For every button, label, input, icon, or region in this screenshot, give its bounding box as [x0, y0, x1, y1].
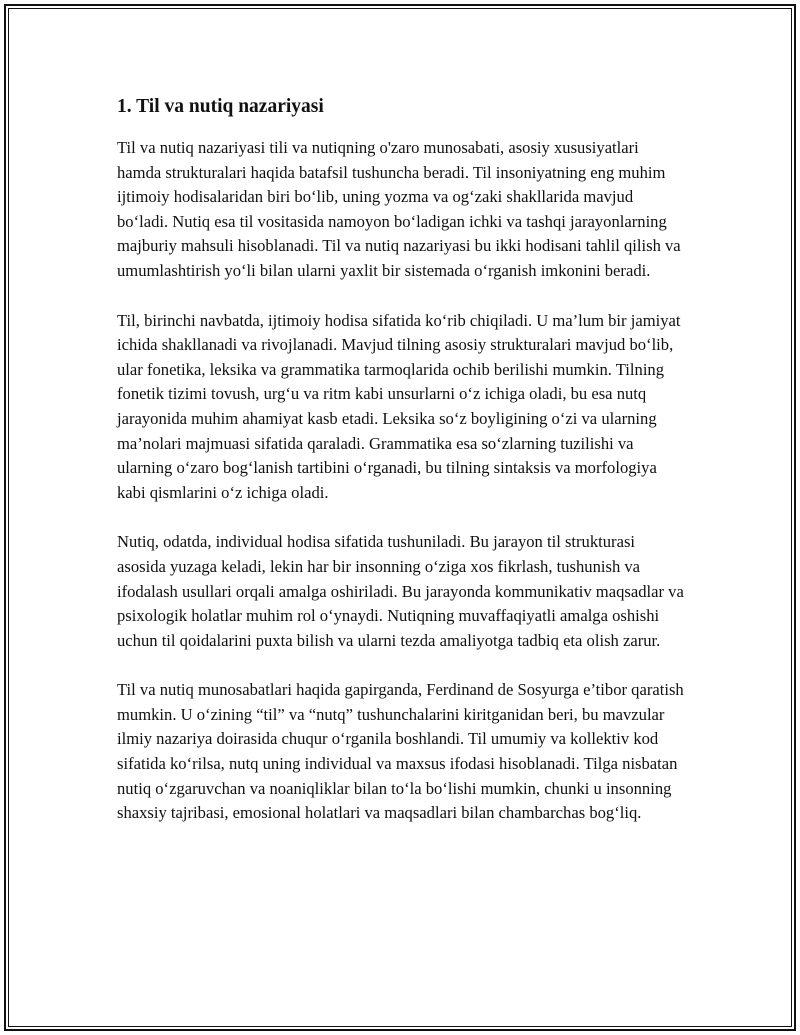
paragraph-1: Til va nutiq nazariyasi tili va nutiqning o'zaro munosabati, asosiy xususiyatlari hamda strukturalari haqida batafsil tushuncha beradi. Til insoniyatning eng muhim ijtimoiy hodisalaridan biri bo‘lib, uning yozma va og‘zaki shakllarida mavjud bo‘ladi. Nutiq esa til vositasida namoyon bo‘ladigan ichki va tashqi jarayonlarning majburiy mahsuli hisoblanadi. Til va nutiq nazariyasi bu ikki hodisani tahlil qilish va umumlashtirish yo‘li bilan ularni yaxlit bir sistemada o‘rganish imkonini beradi. [117, 138, 681, 280]
paragraph-4: Til va nutiq munosabatlari haqida gapirganda, Ferdinand de Sosyurga e’tibor qaratish mumkin. U o‘zining “til” va “nutq” tushunchalarini kiritganidan beri, bu mavzular ilmiy nazariya doirasida chuqur o‘rganila boshlandi. Til umumiy va kollektiv kod sifatida ko‘rilsa, nutq uning individual va maxsus ifodasi hisoblanadi. Tilga nisbatan nutiq o‘zgaruvchan va noaniqliklar bilan to‘la bo‘lishi mumkin, chunki u insonning shaxsiy tajribasi, emosional holatlari va maqsadlari bilan chambarchas bog‘liq. [117, 680, 684, 823]
paragraph-3: Nutiq, odatda, individual hodisa sifatida tushuniladi. Bu jarayon til strukturasi asosida yuzaga keladi, lekin har bir insonning o‘ziga xos fikrlash, tushunish va ifodalash usullari orqali amalga oshiriladi. Bu jarayonda kommunikativ maqsadlar va psixologik holatlar muhim rol o‘ynaydi. Nutiqning muvaffaqiyatli amalga oshishi uchun til qoidalarini puxta bilish va ularni tezda amaliyotga tadbiq eta olish zarur. [117, 532, 684, 650]
section-heading: 1. Til va nutiq nazariyasi [117, 96, 324, 117]
document-body [117, 92, 687, 851]
paragraph-2: Til, birinchi navbatda, ijtimoiy hodisa sifatida ko‘rib chiqiladi. U ma’lum bir jamiyat ichida shakllanadi va rivojlanadi. Mavjud tilning asosiy strukturalari mavjud bo‘lib, ular fonetika, leksika va grammatika tarmoqlarida ochib berilishi mumkin. Tilning fonetik tizimi tovush, urg‘u va ritm kabi unsurlarni o‘z ichiga oladi, bu esa nutq jarayonida muhim ahamiyat kasb etadi. Leksika so‘z boyligining o‘zi va ularning ma’nolari majmuasi sifatida qaraladi. Grammatika esa so‘zlarning tuzilishi va ularning o‘zaro bog‘lanish tartibini o‘rganadi, bu tilning sintaksis va morfologiya kabi qismlarini o‘z ichiga oladi. [117, 310, 681, 502]
